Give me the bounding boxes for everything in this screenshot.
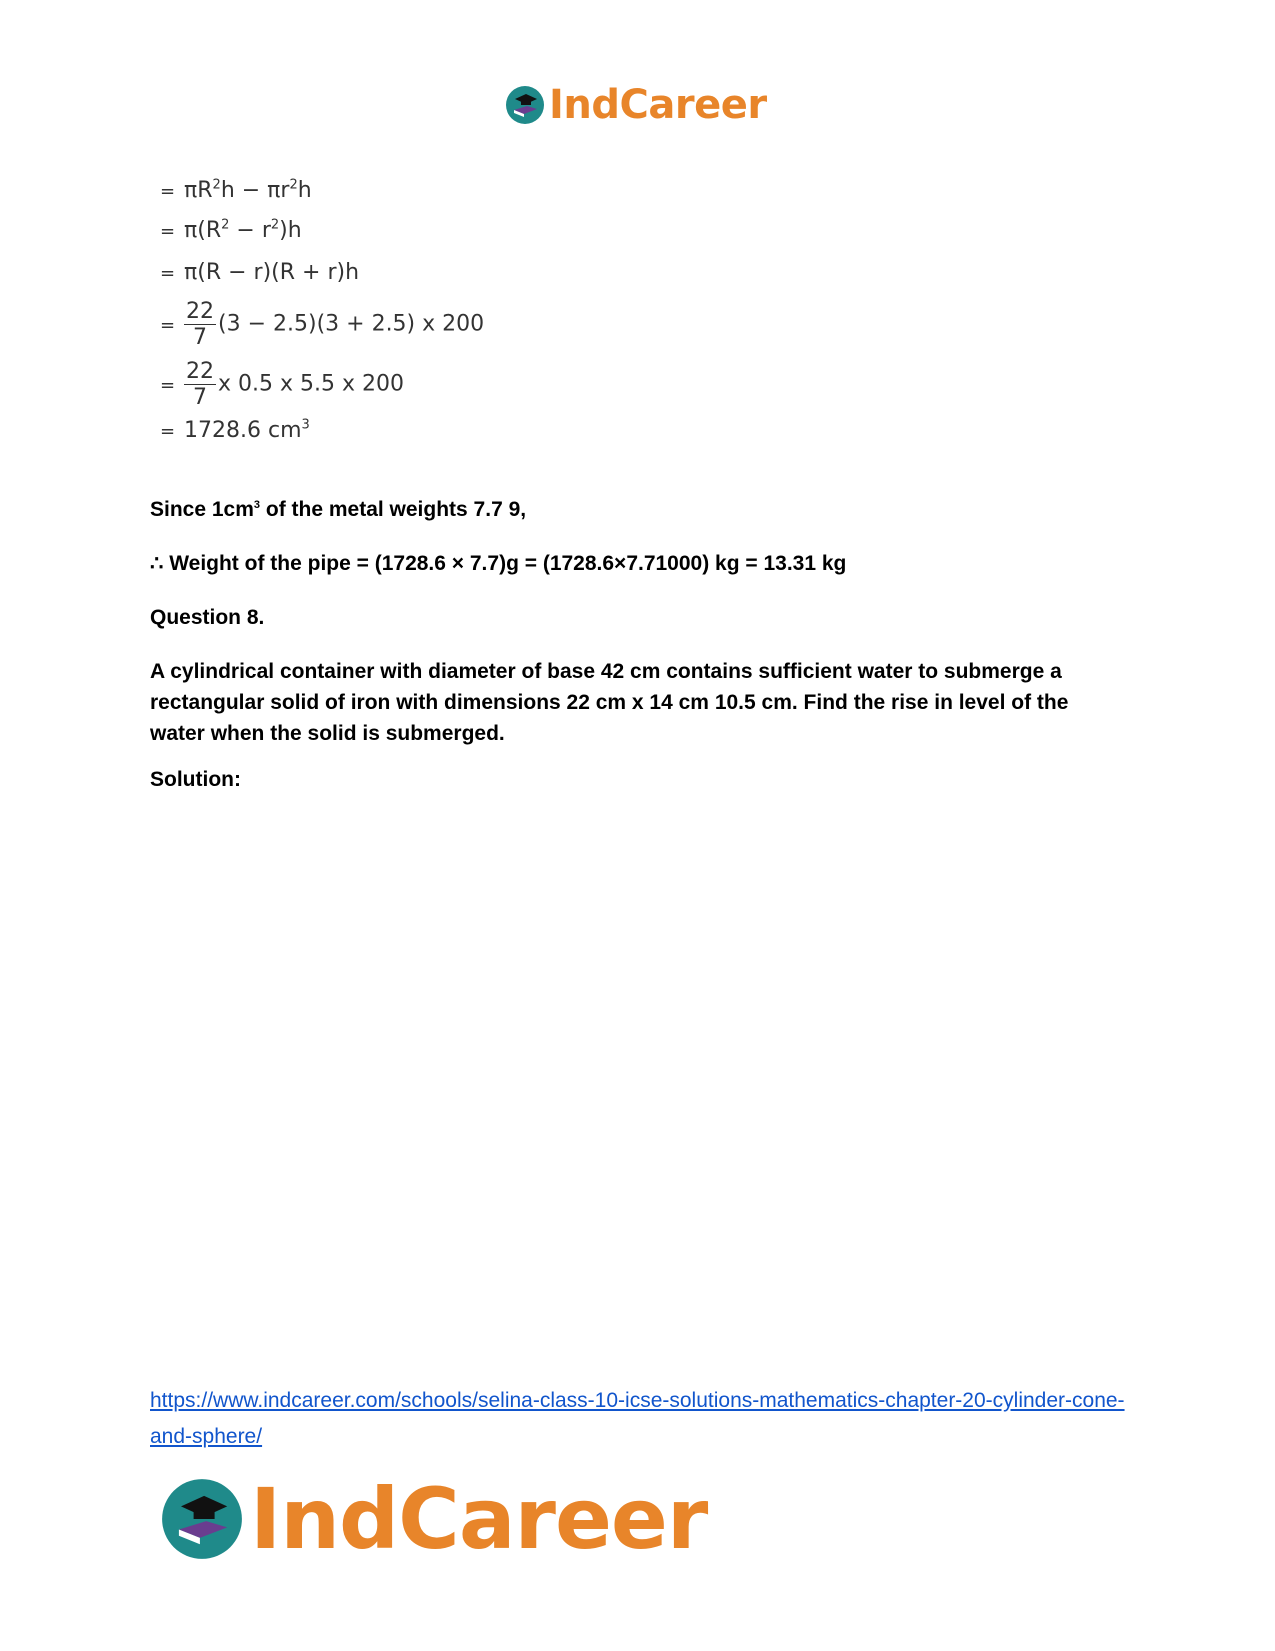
math-result: 1728.6 cm bbox=[184, 418, 302, 443]
since-line: Since $1cm^3$ of the metal weights 7.7 9, bbox=[150, 498, 527, 521]
fraction: $\frac{22}{7}$ bbox=[186, 299, 214, 351]
question-title: Question 8. bbox=[150, 606, 265, 629]
math-step-4: = $\frac{22}{7}$ (3 − 2.5)(3 + 2.5) x 200 bbox=[160, 299, 485, 351]
math-step-1: = $\pi R^2h - \pi r^2h$ bbox=[160, 177, 312, 203]
source-link[interactable]: https://www.indcareer.com/schools/selina-class-10-icse-solutions-mathematics-chapter-20-cylinder-cone-and-sphere/ bbox=[150, 1389, 1125, 1448]
math-expression: $\pi(R^2 - r^2)h$ bbox=[184, 217, 302, 243]
math-expression: (3 − 2.5)(3 + 2.5) x 200 bbox=[218, 311, 485, 337]
math-step-2: = $\pi(R^2 - r^2)h$ bbox=[160, 217, 302, 243]
footer-logo-text: IndCareer bbox=[250, 1470, 708, 1568]
weight-line: ∴ Weight of the pipe = (1728.6 × 7.7)g = (1728.6×7.71000) kg = 13.31 kg bbox=[150, 552, 847, 575]
fraction: $\frac{22}{7}$ bbox=[186, 359, 214, 411]
math-step-5: = $\frac{22}{7}$ x 0.5 x 5.5 x 200 bbox=[160, 359, 404, 411]
solution-label: Solution: bbox=[150, 768, 241, 791]
math-expression: π(R − r)(R + r)h bbox=[184, 260, 360, 285]
question-text: A cylindrical container with diameter of base 42 cm contains sufficient water to submerge a rectangular solid of iron with dimensions 22 cm x 14 cm 10.5 cm. Find the rise in level of the water when the solid is submerged. bbox=[150, 660, 1069, 745]
graduation-cap-book-icon bbox=[505, 85, 545, 125]
graduation-cap-book-icon bbox=[160, 1477, 244, 1561]
header-logo bbox=[505, 82, 767, 128]
math-step-3: = π(R − r)(R + r)h bbox=[160, 260, 360, 285]
footer-logo bbox=[160, 1470, 707, 1568]
math-expression: x 0.5 x 5.5 x 200 bbox=[218, 371, 404, 397]
header-logo-text: IndCareer bbox=[549, 82, 767, 128]
math-step-6: = 1728.6 $cm^3$ bbox=[160, 417, 310, 443]
math-expression: $\pi R^2h - \pi r^2h$ bbox=[184, 177, 312, 203]
